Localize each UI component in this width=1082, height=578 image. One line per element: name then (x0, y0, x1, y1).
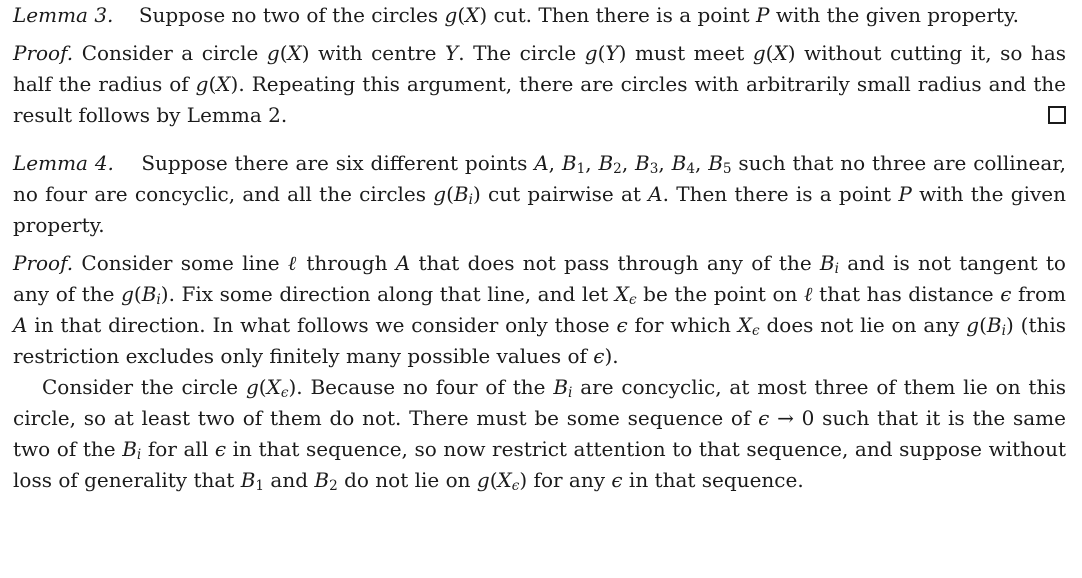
math-italic-run: g (195, 72, 209, 96)
math-subscript-run: ϵ (511, 477, 520, 494)
math-italic-run: X (737, 313, 752, 337)
text-run: ( (258, 375, 267, 399)
math-italic-run: ϵ (758, 406, 770, 430)
math-subscript-run: i (1001, 322, 1006, 339)
lemma-4-statement (13, 148, 1066, 241)
math-subscript-run: 2 (329, 477, 338, 494)
math-subscript-run: 2 (613, 160, 622, 177)
text-run: and is not tangent to any of the (13, 251, 1066, 306)
text-run: , (621, 151, 636, 175)
math-subscript-run: i (834, 260, 839, 277)
math-italic-run: ϵ (1000, 282, 1012, 306)
math-italic-run: Y (444, 41, 459, 65)
text-run: through (298, 251, 396, 275)
text-run: in that direction. In what follows we consider only those (27, 313, 617, 337)
text-run: ). Because no four of the (288, 375, 554, 399)
text-run: Consider a circle (73, 41, 267, 65)
math-italic-run: X (465, 3, 480, 27)
math-subscript-run: 3 (649, 160, 659, 177)
text-run: ( (489, 468, 498, 492)
text-run: ) (this restriction excludes only finitely many possible values of (13, 313, 1067, 368)
math-italic-run: Proof. (13, 251, 74, 275)
math-italic-run: Proof. (13, 41, 74, 65)
text-run: for all (141, 437, 215, 461)
lemma-4-proof-paragraph-2 (13, 372, 1066, 496)
text-run: Consider the circle (42, 375, 246, 399)
text-run: ( (765, 41, 774, 65)
math-italic-run: Y (605, 41, 619, 65)
qed-box (1048, 106, 1066, 124)
text-run: ). Repeating this argument, there are circles with arbitrarily small radius and the result follows by Lemma 2. (13, 72, 1066, 127)
text-run: such that no three are collinear, no four are concyclic, and all the circles (13, 151, 1066, 206)
math-italic-run: ϵ (214, 437, 227, 461)
text-run: Suppose there are six different points (113, 151, 535, 175)
text-run: ( (597, 41, 606, 65)
text-run: , (548, 151, 562, 175)
math-italic-run: B (986, 313, 1002, 337)
math-italic-run: B (598, 151, 614, 175)
text-run: with the given property. (769, 3, 1019, 27)
math-italic-run: X (287, 41, 302, 65)
math-italic-run: g (444, 3, 458, 27)
math-italic-run: g (476, 468, 490, 492)
text-run: . The circle (458, 41, 585, 65)
math-subscript-run: 1 (255, 477, 265, 494)
math-italic-run: B (314, 468, 330, 492)
math-italic-run: B (240, 468, 256, 492)
math-italic-run: B (141, 282, 157, 306)
math-italic-run: ℓ (804, 282, 813, 306)
math-italic-run: X (266, 375, 281, 399)
math-italic-run: B (671, 151, 687, 175)
math-italic-run: B (453, 182, 469, 206)
text-run: , (694, 151, 709, 175)
text-run: that has distance (812, 282, 1001, 306)
math-italic-run: B (708, 151, 723, 175)
text-run: with the given property. (13, 182, 1066, 237)
text-run: does not lie on any (759, 313, 967, 337)
math-italic-run: X (773, 41, 788, 65)
text-run: ( (446, 182, 454, 206)
math-subscript-run: ϵ (752, 322, 760, 339)
math-italic-run: g (752, 41, 766, 65)
lemma-3-statement (13, 0, 1066, 31)
text-run: ). Fix some direction along that line, and let (160, 282, 615, 306)
math-italic-run: B (561, 151, 577, 175)
text-run: ) must meet (618, 41, 753, 65)
text-run: be the point on (636, 282, 805, 306)
math-italic-run: B (553, 375, 569, 399)
math-italic-run: ϵ (616, 313, 628, 337)
math-italic-run: A (534, 151, 549, 175)
math-subscript-run: ϵ (628, 291, 637, 308)
math-italic-run: ℓ (287, 251, 299, 275)
text-run: and (264, 468, 315, 492)
lemma-4-proof-paragraph-1 (13, 248, 1066, 372)
text-run: ( (457, 3, 466, 27)
text-run: ) without cutting it, so has half the radius of (13, 41, 1067, 96)
math-italic-run: g (245, 375, 259, 399)
text-run: . Then there is a point (662, 182, 899, 206)
math-italic-run: B (635, 151, 650, 175)
text-run: are concyclic, at most three of them lie on this circle, so at least two of them do not. There must be some sequence of (13, 375, 1066, 430)
math-italic-run: X (497, 468, 512, 492)
text-run: in that sequence. (622, 468, 804, 492)
text-run: ) for any (519, 468, 612, 492)
math-subscript-run: i (136, 446, 142, 463)
text-run: ( (979, 313, 987, 337)
math-italic-run: A (13, 313, 28, 337)
math-subscript-run: 4 (686, 160, 695, 177)
text-run: ( (208, 72, 217, 96)
math-subscript-run: i (156, 291, 161, 308)
math-subscript-run: i (468, 191, 473, 208)
math-italic-run: B (122, 437, 137, 461)
text-run: ( (133, 282, 142, 306)
math-italic-run: g (121, 282, 134, 306)
text-run: → 0 such that it is the same two of the (13, 406, 1066, 461)
text-run: for which (627, 313, 738, 337)
text-run: , (658, 151, 672, 175)
lemma-3-proof (13, 38, 1066, 131)
math-subscript-run: 5 (722, 160, 732, 177)
math-italic-run: A (648, 182, 663, 206)
text-run: ) cut. Then there is a point (479, 3, 756, 27)
math-italic-run: P (756, 3, 770, 27)
math-italic-run: X (216, 72, 231, 96)
math-subscript-run: 1 (576, 160, 586, 177)
math-italic-run: P (898, 182, 912, 206)
text-run: in that sequence, so now restrict attention to that sequence, and suppose without loss of generality that (13, 437, 1067, 492)
text-run: , (585, 151, 599, 175)
text-run: that does not pass through any of the (410, 251, 820, 275)
math-italic-run: B (819, 251, 835, 275)
text-run: from (1011, 282, 1066, 306)
math-italic-run: g (266, 41, 280, 65)
math-italic-run: A (395, 251, 411, 275)
text-run: do not lie on (337, 468, 477, 492)
text-run: ). (604, 344, 619, 368)
text-run: Consider some line (73, 251, 288, 275)
math-italic-run: X (614, 282, 629, 306)
math-italic-run: ϵ (611, 468, 623, 492)
math-subscript-run: i (568, 384, 573, 401)
math-italic-run: g (433, 182, 447, 206)
math-italic-run: Lemma 3. (13, 3, 114, 27)
math-italic-run: ϵ (593, 344, 605, 368)
text-run: Suppose no two of the circles (113, 3, 445, 27)
math-italic-run: g (966, 313, 980, 337)
math-italic-run: g (584, 41, 598, 65)
math-subscript-run: ϵ (280, 384, 289, 401)
math-italic-run: Lemma 4. (13, 151, 114, 175)
text-run: ( (279, 41, 288, 65)
text-run: ) with centre (301, 41, 445, 65)
text-run: ) cut pairwise at (472, 182, 649, 206)
